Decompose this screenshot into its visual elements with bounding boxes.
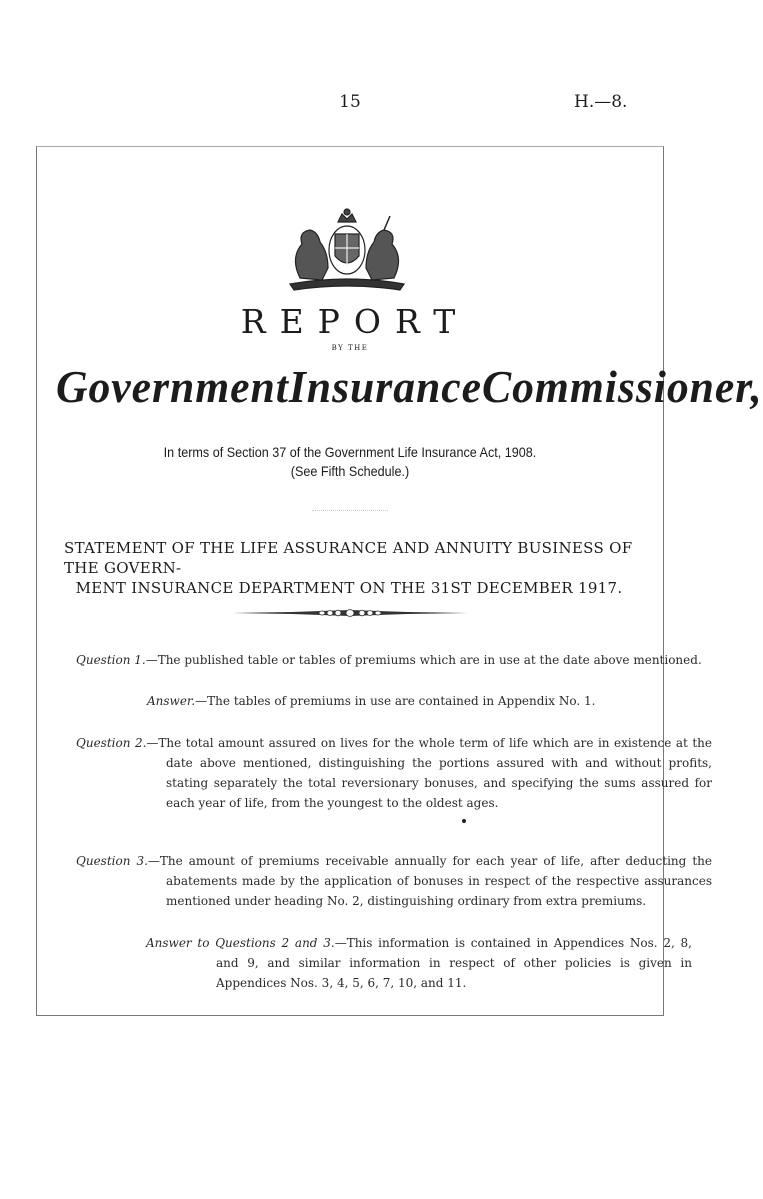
question-2-label: Question 2. bbox=[76, 736, 147, 750]
terms-of-act bbox=[35, 443, 665, 481]
question-2 bbox=[76, 733, 712, 813]
page-number: 15 bbox=[339, 92, 361, 112]
title-word-commissioner: Commissioner, bbox=[481, 361, 763, 412]
answer-1-label: Answer. bbox=[147, 694, 196, 708]
terms-line-1: In terms of Section 37 of the Government Life Insurance Act, 1908. bbox=[163, 444, 537, 460]
question-3 bbox=[76, 851, 712, 911]
answer-2-3-label: Answer to Questions 2 and 3. bbox=[146, 936, 335, 950]
commissioner-title bbox=[56, 360, 763, 413]
answer-2-3-text: —This information is contained in Appendices Nos. 2, 8, and 9, and similar information in respect of other policies is given in Appendices Nos. 3, 4, 5, 6, 7, 10, and 11. bbox=[216, 936, 692, 990]
report-reference: H.—8. bbox=[574, 92, 628, 112]
question-3-label: Question 3. bbox=[76, 854, 148, 868]
question-1-text: —The published table or tables of premiums which are in use at the date above mentioned. bbox=[145, 653, 702, 667]
ink-speck bbox=[462, 819, 466, 823]
question-1-label: Question 1. bbox=[76, 653, 146, 667]
answer-1-text: —The tables of premiums in use are contained in Appendix No. 1. bbox=[195, 694, 596, 708]
statement-heading bbox=[64, 538, 634, 598]
title-word-insurance: Insurance bbox=[288, 361, 482, 412]
terms-line-2: (See Fifth Schedule.) bbox=[290, 463, 410, 479]
statement-line-1: STATEMENT OF THE LIFE ASSURANCE AND ANNUITY BUSINESS OF THE GOVERN- bbox=[64, 539, 633, 577]
report-heading: REPORT bbox=[240, 302, 470, 341]
by-the-caption: BY THE bbox=[331, 344, 369, 352]
ornamental-rule-icon bbox=[232, 608, 468, 618]
answer-1 bbox=[147, 691, 617, 711]
question-2-text: —The total amount assured on lives for the whole term of life which are in existence at the date above mentioned, distinguishing the portions assured with and without profits, stating separately the total reversionary bonuses, and specifying the sums assured for each year of life, from the youngest to the oldest ages. bbox=[146, 736, 712, 810]
title-word-government: Government bbox=[56, 361, 289, 412]
royal-coat-of-arms-icon bbox=[280, 208, 414, 292]
statement-line-2: MENT INSURANCE DEPARTMENT ON THE 31ST DECEMBER 1917. bbox=[75, 579, 623, 597]
dotted-divider bbox=[312, 510, 388, 511]
question-3-text: —The amount of premiums receivable annually for each year of life, after deducting the abatements made by the application of bonuses in respect of the respective assurances mentioned under heading No. 2, distinguishing ordinary from extra premiums. bbox=[147, 854, 713, 908]
answer-2-and-3 bbox=[146, 933, 692, 993]
question-1 bbox=[76, 650, 712, 670]
